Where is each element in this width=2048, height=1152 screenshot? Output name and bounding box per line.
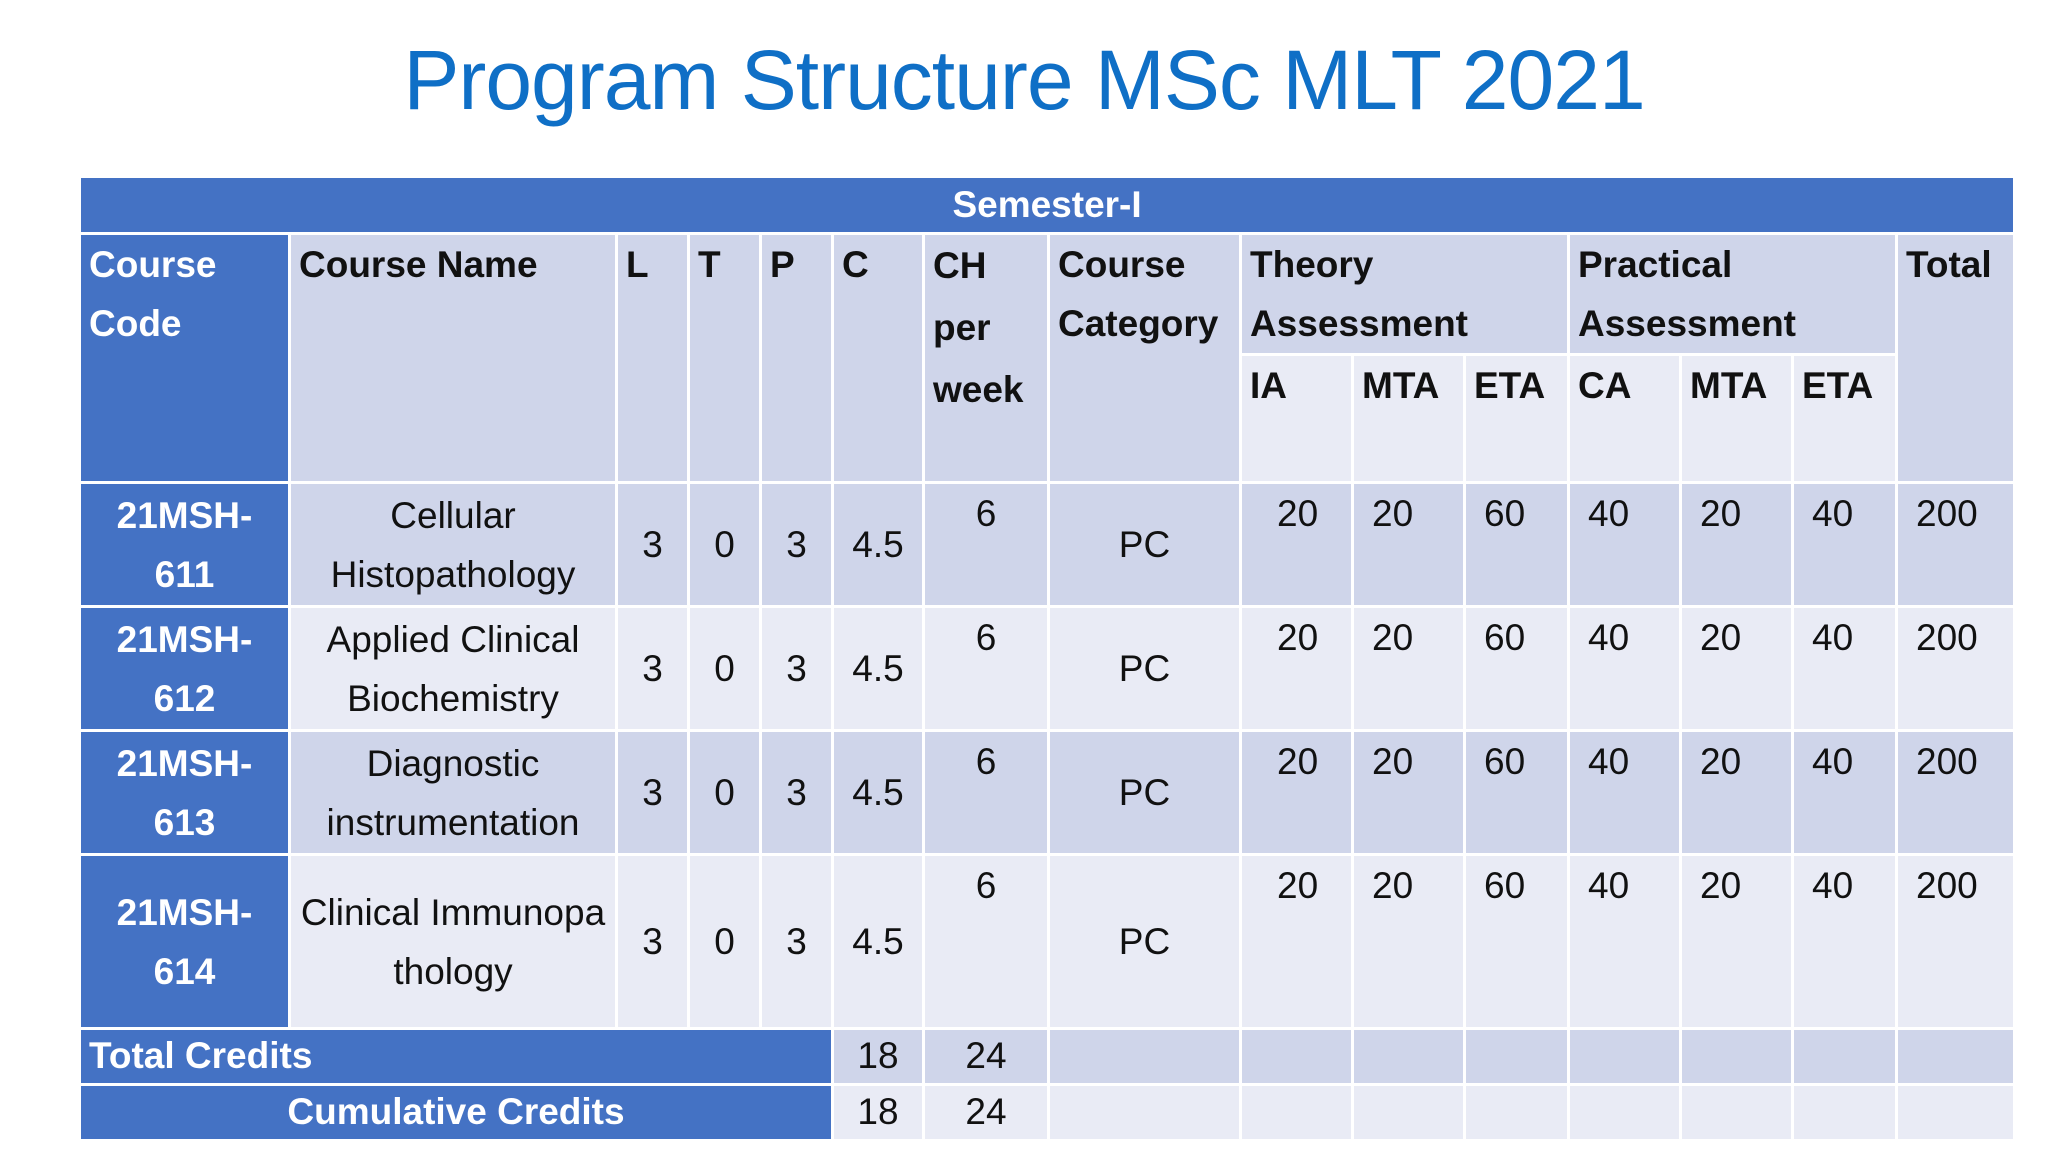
empty-cell — [1049, 1085, 1241, 1141]
course-code: 21MSH-611 — [80, 483, 290, 607]
cumulative-credits-ch: 24 — [924, 1085, 1049, 1141]
empty-cell — [1569, 1029, 1681, 1085]
cell-l: 3 — [617, 855, 689, 1029]
empty-cell — [1897, 1029, 2015, 1085]
cell-mta: 20 — [1353, 855, 1465, 1029]
cell-ca: 40 — [1569, 855, 1681, 1029]
course-code: 21MSH-613 — [80, 731, 290, 855]
cell-t: 0 — [689, 483, 761, 607]
empty-cell — [1465, 1029, 1569, 1085]
header-p: P — [761, 234, 833, 483]
page-title: Program Structure MSc MLT 2021 — [403, 33, 1645, 127]
cell-category: PC — [1049, 731, 1241, 855]
cell-eta: 60 — [1465, 607, 1569, 731]
cell-eta: 60 — [1465, 483, 1569, 607]
cell-t: 0 — [689, 731, 761, 855]
empty-cell — [1897, 1085, 2015, 1141]
header-ia: IA — [1241, 355, 1353, 483]
header-course-name: Course Name — [290, 234, 617, 483]
empty-cell — [1793, 1085, 1897, 1141]
header-mta: MTA — [1353, 355, 1465, 483]
header-ch-per-week: CH per week — [924, 234, 1049, 483]
empty-cell — [1241, 1085, 1353, 1141]
cell-ch: 6 — [924, 607, 1049, 731]
cumulative-credits-row — [80, 1085, 2015, 1141]
table-row — [80, 483, 2015, 607]
empty-cell — [1793, 1029, 1897, 1085]
cell-ch: 6 — [924, 731, 1049, 855]
course-name: Diagnostic instrumentation — [290, 731, 617, 855]
empty-cell — [1353, 1085, 1465, 1141]
cell-practical-eta: 40 — [1793, 855, 1897, 1029]
cell-t: 0 — [689, 607, 761, 731]
header-practical-eta: ETA — [1793, 355, 1897, 483]
cell-eta: 60 — [1465, 855, 1569, 1029]
cell-category: PC — [1049, 483, 1241, 607]
cumulative-credits-c: 18 — [833, 1085, 924, 1141]
cell-total: 200 — [1897, 731, 2015, 855]
empty-cell — [1569, 1085, 1681, 1141]
cell-t: 0 — [689, 855, 761, 1029]
empty-cell — [1049, 1029, 1241, 1085]
cell-p: 3 — [761, 607, 833, 731]
cell-ch: 6 — [924, 855, 1049, 1029]
cell-ia: 20 — [1241, 483, 1353, 607]
header-practical-mta: MTA — [1681, 355, 1793, 483]
cell-eta: 60 — [1465, 731, 1569, 855]
cumulative-credits-label: Cumulative Credits — [80, 1085, 833, 1141]
cell-c: 4.5 — [833, 855, 924, 1029]
empty-cell — [1465, 1085, 1569, 1141]
cell-p: 3 — [761, 731, 833, 855]
header-practical-assessment: Practical Assessment — [1569, 234, 1897, 355]
cell-l: 3 — [617, 607, 689, 731]
program-structure-table — [78, 175, 2016, 1142]
course-code: 21MSH-612 — [80, 607, 290, 731]
cell-ia: 20 — [1241, 731, 1353, 855]
cell-practical-mta: 20 — [1681, 483, 1793, 607]
total-credits-c: 18 — [833, 1029, 924, 1085]
cell-total: 200 — [1897, 607, 2015, 731]
cell-total: 200 — [1897, 855, 2015, 1029]
course-name: Cellular Histopathology — [290, 483, 617, 607]
header-l: L — [617, 234, 689, 483]
course-code: 21MSH-614 — [80, 855, 290, 1029]
cell-c: 4.5 — [833, 607, 924, 731]
cell-mta: 20 — [1353, 607, 1465, 731]
empty-cell — [1681, 1029, 1793, 1085]
cell-ca: 40 — [1569, 731, 1681, 855]
cell-l: 3 — [617, 483, 689, 607]
table-row — [80, 855, 2015, 1029]
table-row — [80, 731, 2015, 855]
header-theory-assessment: Theory Assessment — [1241, 234, 1569, 355]
cell-practical-mta: 20 — [1681, 607, 1793, 731]
total-credits-ch: 24 — [924, 1029, 1049, 1085]
table-row — [80, 607, 2015, 731]
cell-category: PC — [1049, 855, 1241, 1029]
cell-p: 3 — [761, 483, 833, 607]
empty-cell — [1241, 1029, 1353, 1085]
cell-ca: 40 — [1569, 483, 1681, 607]
cell-c: 4.5 — [833, 483, 924, 607]
header-total: Total — [1897, 234, 2015, 483]
header-t: T — [689, 234, 761, 483]
total-credits-row — [80, 1029, 2015, 1085]
cell-ch: 6 — [924, 483, 1049, 607]
header-course-category: Course Category — [1049, 234, 1241, 483]
cell-practical-eta: 40 — [1793, 607, 1897, 731]
course-name: Clinical Immunopathology — [290, 855, 617, 1029]
cell-category: PC — [1049, 607, 1241, 731]
header-course-code: Course Code — [80, 234, 290, 483]
cell-ia: 20 — [1241, 855, 1353, 1029]
empty-cell — [1353, 1029, 1465, 1085]
cell-l: 3 — [617, 731, 689, 855]
course-name: Applied Clinical Biochemistry — [290, 607, 617, 731]
cell-mta: 20 — [1353, 483, 1465, 607]
cell-practical-mta: 20 — [1681, 731, 1793, 855]
header-ca: CA — [1569, 355, 1681, 483]
cell-mta: 20 — [1353, 731, 1465, 855]
cell-c: 4.5 — [833, 731, 924, 855]
cell-ia: 20 — [1241, 607, 1353, 731]
cell-practical-eta: 40 — [1793, 731, 1897, 855]
header-c: C — [833, 234, 924, 483]
semester-header: Semester-I — [80, 177, 2015, 234]
cell-ca: 40 — [1569, 607, 1681, 731]
cell-p: 3 — [761, 855, 833, 1029]
cell-practical-mta: 20 — [1681, 855, 1793, 1029]
empty-cell — [1681, 1085, 1793, 1141]
cell-practical-eta: 40 — [1793, 483, 1897, 607]
total-credits-label: Total Credits — [80, 1029, 833, 1085]
header-eta: ETA — [1465, 355, 1569, 483]
cell-total: 200 — [1897, 483, 2015, 607]
